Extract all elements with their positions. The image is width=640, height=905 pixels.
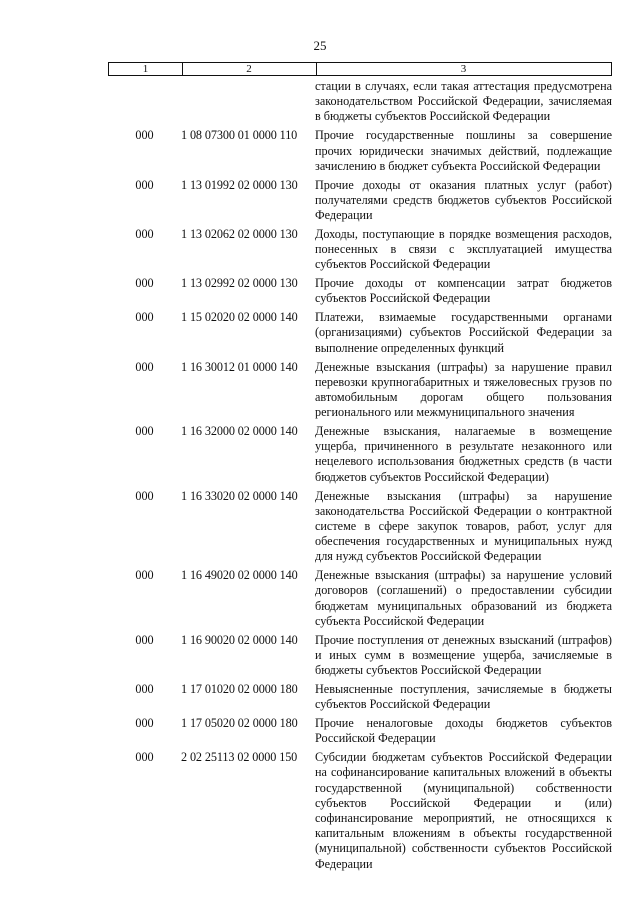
description-cell: Денежные взыскания (штрафы) за нарушение правил перевозки крупногабаритных и тяжеловесных грузов по автомобильным дорогам общего пользования регионального или межмуниципального значения bbox=[315, 359, 612, 420]
admin-code-cell: 000 bbox=[135, 310, 154, 325]
kbk-code-cell: 1 16 90020 02 0000 140 bbox=[181, 632, 298, 647]
admin-code-cell: 000 bbox=[135, 177, 154, 192]
kbk-code-cell: 1 16 49020 02 0000 140 bbox=[181, 568, 298, 583]
page-number: 25 bbox=[313, 38, 327, 53]
table-header bbox=[108, 62, 612, 76]
table-body bbox=[108, 79, 612, 872]
admin-code-cell: 000 bbox=[135, 359, 154, 374]
table-row bbox=[108, 716, 612, 746]
table-row bbox=[108, 360, 612, 421]
admin-code-cell bbox=[108, 79, 181, 125]
admin-code-cell: 000 bbox=[135, 226, 154, 241]
table-row bbox=[108, 568, 612, 629]
table-row bbox=[108, 276, 612, 306]
admin-code-cell: 000 bbox=[135, 424, 154, 439]
kbk-code-cell: 1 13 02062 02 0000 130 bbox=[181, 226, 298, 241]
description-cell: стации в случаях, если такая аттестация предусмотрена законодательством Российской Федерации, зачисляемая в бюджеты субъектов Российской Федерации bbox=[315, 79, 612, 124]
admin-code-cell: 000 bbox=[135, 682, 154, 697]
description-cell: Прочие неналоговые доходы бюджетов субъектов Российской Федерации bbox=[315, 716, 612, 746]
description-cell: Невыясненные поступления, зачисляемые в бюджеты субъектов Российской Федерации bbox=[315, 682, 612, 712]
admin-code-cell: 000 bbox=[135, 750, 154, 765]
admin-code-cell: 000 bbox=[135, 568, 154, 583]
table-row bbox=[108, 489, 612, 565]
table-row bbox=[108, 178, 612, 224]
description-cell: Прочие поступления от денежных взысканий (штрафов) и иных сумм в возмещение ущерба, зачисляемые в бюджеты субъектов Российской Федерации bbox=[315, 632, 612, 678]
description-cell: Доходы, поступающие в порядке возмещения расходов, понесенных в связи с эксплуатацией имущества субъектов Российской Федерации bbox=[315, 226, 612, 272]
admin-code-cell: 000 bbox=[135, 128, 154, 143]
table-row bbox=[108, 79, 612, 125]
table-row bbox=[108, 633, 612, 679]
kbk-code-cell: 1 13 02992 02 0000 130 bbox=[181, 276, 298, 291]
kbk-code-cell: 2 02 25113 02 0000 150 bbox=[181, 750, 298, 765]
kbk-code-cell: 1 17 01020 02 0000 180 bbox=[181, 682, 298, 697]
kbk-code-cell: 1 17 05020 02 0000 180 bbox=[181, 716, 298, 731]
header-col-1: 1 bbox=[109, 63, 183, 75]
table-row bbox=[108, 128, 612, 174]
description-cell: Прочие государственные пошлины за совершение прочих юридически значимых действий, подлежащие зачислению в бюджет субъекта Российской Федерации bbox=[315, 128, 612, 173]
kbk-code-cell: 1 15 02020 02 0000 140 bbox=[181, 310, 298, 325]
description-cell: Субсидии бюджетам субъектов Российской Федерации на софинансирование капитальных вложений в объекты государственной (муниципальной) собственности субъектов Российской Федерации и (или) софинансирование мероприятий, не относящихся к капитальным вложениям в объекты государственной (муниципальной) собственности субъектов Российской Федерации bbox=[315, 750, 612, 871]
kbk-code-cell: 1 08 07300 01 0000 110 bbox=[181, 128, 298, 143]
description-cell: Денежные взыскания (штрафы) за нарушение законодательства Российской Федерации о контрактной системе в сфере закупок товаров, работ, услуг для обеспечения государственных и муниципальных нужд для нужд субъектов Российской Федерации bbox=[315, 488, 612, 564]
kbk-code-cell: 1 13 01992 02 0000 130 bbox=[181, 177, 298, 192]
description-cell: Платежи, взимаемые государственными органами (организациями) субъектов Российской Федерации за выполнение определенных функций bbox=[315, 310, 612, 355]
table-row bbox=[108, 227, 612, 273]
admin-code-cell: 000 bbox=[135, 632, 154, 647]
kbk-code-cell: 1 16 33020 02 0000 140 bbox=[181, 488, 298, 503]
description-cell: Прочие доходы от компенсации затрат бюджетов субъектов Российской Федерации bbox=[315, 276, 612, 306]
admin-code-cell: 000 bbox=[135, 488, 154, 503]
admin-code-cell: 000 bbox=[135, 716, 154, 731]
table-row bbox=[108, 750, 612, 872]
kbk-code-cell: 1 16 32000 02 0000 140 bbox=[181, 424, 298, 439]
description-cell: Прочие доходы от оказания платных услуг (работ) получателями средств бюджетов субъектов Российской Федерации bbox=[315, 177, 612, 222]
admin-code-cell: 000 bbox=[135, 276, 154, 291]
kbk-code-cell bbox=[181, 79, 315, 125]
description-cell: Денежные взыскания (штрафы) за нарушение условий договоров (соглашений) о предоставлении субсидии бюджетам муниципальных образований из бюджета субъекта Российской Федерации bbox=[315, 568, 612, 628]
table-row bbox=[108, 424, 612, 485]
kbk-code-cell: 1 16 30012 01 0000 140 bbox=[181, 359, 298, 374]
description-cell: Денежные взыскания, налагаемые в возмещение ущерба, причиненного в результате незаконного или нецелевого использования бюджетных средств (в части бюджетов субъектов Российской Федерации) bbox=[315, 424, 612, 484]
table-row bbox=[108, 682, 612, 712]
header-col-3: 3 bbox=[460, 63, 467, 75]
header-col-2: 2 bbox=[182, 63, 317, 75]
table-row bbox=[108, 310, 612, 356]
